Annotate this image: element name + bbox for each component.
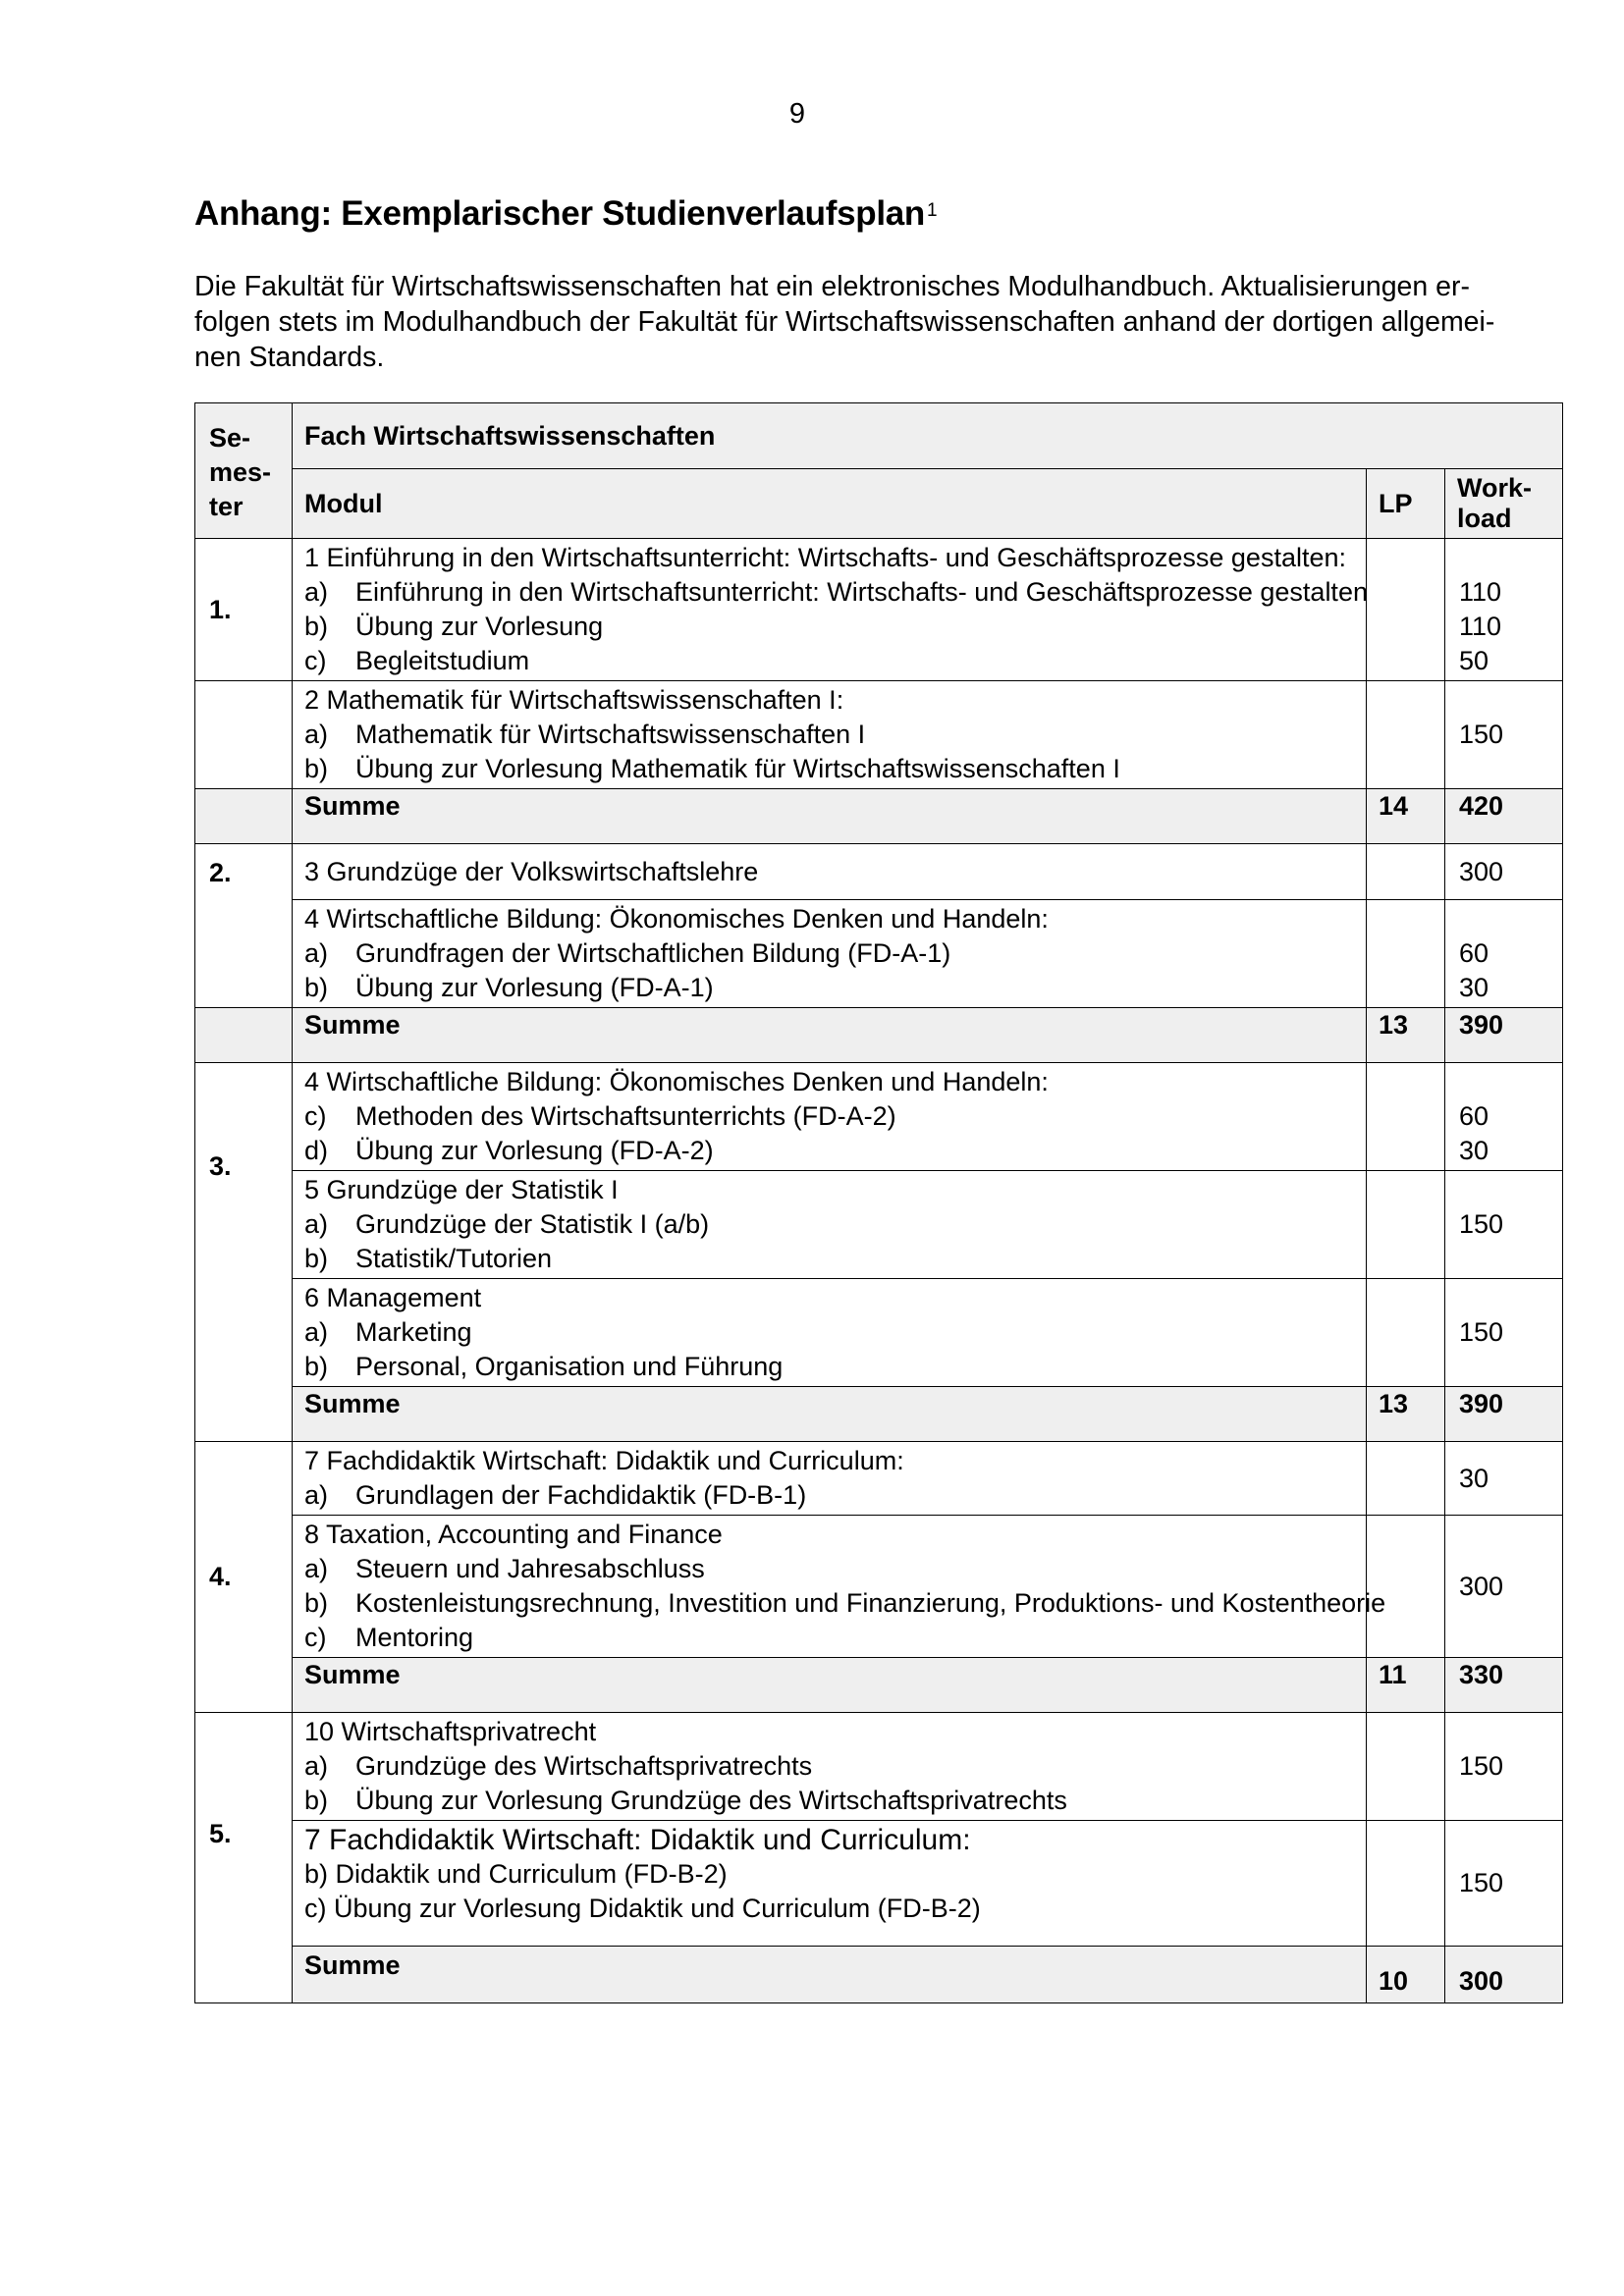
module-cell bbox=[293, 539, 1367, 681]
module-item: a) Grundfragen der Wirtschaftlichen Bildung (FD-A-1) bbox=[304, 938, 951, 968]
table-row bbox=[195, 1821, 1563, 1947]
table-header-row bbox=[195, 403, 1563, 469]
header-modul: Modul bbox=[293, 469, 1367, 539]
module-title: 6 Management bbox=[304, 1283, 482, 1312]
semester-label-empty bbox=[195, 789, 293, 844]
module-item: b) Statistik/Tutorien bbox=[304, 1244, 553, 1273]
workload-cell: 150 bbox=[1445, 1171, 1563, 1279]
summe-workload: 300 bbox=[1445, 1947, 1563, 2003]
lp-cell bbox=[1367, 844, 1445, 900]
table-row bbox=[195, 539, 1563, 681]
summe-workload: 390 bbox=[1445, 1387, 1563, 1442]
module-title: 3 Grundzüge der Volkswirtschaftslehre bbox=[293, 844, 1367, 900]
summe-workload: 390 bbox=[1445, 1008, 1563, 1063]
module-item: b) Übung zur Vorlesung Grundzüge des Wirtschaftsprivatrechts bbox=[304, 1786, 1067, 1815]
lp-cell bbox=[1367, 1713, 1445, 1821]
module-item: a) Grundzüge des Wirtschaftsprivatrechts bbox=[304, 1751, 813, 1781]
module-title: 10 Wirtschaftsprivatrecht bbox=[304, 1717, 597, 1746]
table-row bbox=[195, 900, 1563, 1008]
module-cell bbox=[293, 1063, 1367, 1171]
module-cell bbox=[293, 1516, 1386, 1658]
module-item: a) Einführung in den Wirtschaftsunterricht: Wirtschafts- und Geschäftsprozesse gestalten bbox=[304, 577, 1368, 607]
workload-cell: 300 bbox=[1445, 844, 1563, 900]
lp-cell bbox=[1367, 1171, 1445, 1279]
table-row bbox=[195, 1279, 1563, 1387]
lp-cell bbox=[1367, 1063, 1445, 1171]
workload-cell: 60 30 bbox=[1445, 1063, 1563, 1171]
summe-label: Summe bbox=[293, 789, 1367, 844]
workload-cell: 150 bbox=[1445, 1713, 1563, 1821]
table-row bbox=[195, 1516, 1563, 1658]
summe-label: Summe bbox=[293, 1387, 1367, 1442]
semester-label: 2. bbox=[195, 844, 293, 1008]
module-title: 2 Mathematik für Wirtschaftswissenschaften I: bbox=[304, 685, 844, 715]
header-semester: Se- mes- ter bbox=[195, 403, 293, 539]
header-workload: Work- load bbox=[1445, 469, 1563, 539]
module-item: c) Begleitstudium bbox=[304, 646, 530, 675]
intro-line: folgen stets im Modulhandbuch der Fakultät für Wirtschaftswissenschaften anhand der dortigen allgemei- bbox=[194, 306, 1495, 338]
summe-row bbox=[195, 1008, 1563, 1063]
module-title: 4 Wirtschaftliche Bildung: Ökonomisches Denken und Handeln: bbox=[304, 1067, 1049, 1096]
module-title: 1 Einführung in den Wirtschaftsunterricht: Wirtschafts- und Geschäftsprozesse gestalten: bbox=[304, 543, 1346, 572]
header-lp: LP bbox=[1367, 469, 1445, 539]
summe-label: Summe bbox=[293, 1008, 1367, 1063]
table-row bbox=[195, 844, 1563, 900]
module-item: b) Didaktik und Curriculum (FD-B-2) bbox=[304, 1859, 728, 1889]
summe-row bbox=[195, 1947, 1563, 2003]
module-item: c) Methoden des Wirtschaftsunterrichts (FD-A-2) bbox=[304, 1101, 896, 1131]
summe-row bbox=[195, 1658, 1563, 1713]
module-cell bbox=[293, 1442, 1367, 1516]
lp-cell bbox=[1367, 900, 1445, 1008]
workload-cell: 110 110 50 bbox=[1445, 539, 1563, 681]
semester-label: 5. bbox=[195, 1713, 293, 2003]
heading-text: Anhang: Exemplarischer Studienverlaufsplan bbox=[194, 194, 925, 233]
module-item: c) Mentoring bbox=[304, 1623, 474, 1652]
workload-cell: 300 bbox=[1445, 1516, 1563, 1658]
table-row bbox=[195, 681, 1563, 789]
intro-line: nen Standards. bbox=[194, 342, 385, 373]
lp-cell bbox=[1367, 1516, 1445, 1658]
workload-cell: 30 bbox=[1445, 1442, 1563, 1516]
module-item: c) Übung zur Vorlesung Didaktik und Curriculum (FD-B-2) bbox=[304, 1894, 981, 1923]
table-row bbox=[195, 1713, 1563, 1821]
module-cell bbox=[293, 900, 1367, 1008]
study-plan-table bbox=[194, 402, 1563, 2003]
lp-cell bbox=[1367, 539, 1445, 681]
module-item: b) Übung zur Vorlesung (FD-A-1) bbox=[304, 973, 714, 1002]
module-title: 8 Taxation, Accounting and Finance bbox=[304, 1520, 723, 1549]
semester-label-empty bbox=[195, 681, 293, 789]
semester-label: 3. bbox=[195, 1063, 293, 1442]
workload-cell: 60 30 bbox=[1445, 900, 1563, 1008]
summe-lp: 10 bbox=[1367, 1947, 1445, 2003]
module-item: b) Übung zur Vorlesung Mathematik für Wirtschaftswissenschaften I bbox=[304, 754, 1120, 783]
table-row bbox=[195, 1171, 1563, 1279]
table-subheader-row bbox=[195, 469, 1563, 539]
semester-label: 4. bbox=[195, 1442, 293, 1713]
semester-label: 1. bbox=[195, 539, 293, 681]
module-item: a) Mathematik für Wirtschaftswissenschaften I bbox=[304, 720, 866, 749]
module-cell bbox=[293, 1171, 1367, 1279]
intro-line: Die Fakultät für Wirtschaftswissenschaften hat ein elektronisches Modulhandbuch. Aktualisierungen er- bbox=[194, 271, 1470, 302]
workload-cell: 150 bbox=[1445, 1821, 1563, 1947]
module-cell bbox=[293, 1713, 1367, 1821]
page-heading bbox=[194, 194, 937, 234]
summe-lp: 11 bbox=[1367, 1658, 1445, 1713]
header-fach: Fach Wirtschaftswissenschaften bbox=[293, 403, 1563, 469]
module-cell bbox=[293, 681, 1367, 789]
module-item: b) Übung zur Vorlesung bbox=[304, 612, 604, 641]
module-title: 4 Wirtschaftliche Bildung: Ökonomisches Denken und Handeln: bbox=[304, 904, 1049, 934]
summe-label: Summe bbox=[293, 1658, 1367, 1713]
summe-label: Summe bbox=[293, 1947, 1367, 2003]
summe-lp: 13 bbox=[1367, 1008, 1445, 1063]
module-item: d) Übung zur Vorlesung (FD-A-2) bbox=[304, 1136, 714, 1165]
summe-row bbox=[195, 789, 1563, 844]
summe-workload: 420 bbox=[1445, 789, 1563, 844]
summe-row bbox=[195, 1387, 1563, 1442]
page-number: 9 bbox=[788, 98, 806, 130]
semester-label-empty bbox=[195, 1008, 293, 1063]
module-cell bbox=[293, 1279, 1367, 1387]
lp-cell bbox=[1367, 1821, 1445, 1947]
module-item: a) Marketing bbox=[304, 1317, 472, 1347]
table-row bbox=[195, 1063, 1563, 1171]
intro-paragraph bbox=[194, 269, 1495, 375]
module-item: a) Steuern und Jahresabschluss bbox=[304, 1554, 705, 1583]
footnote-marker: 1 bbox=[927, 200, 938, 221]
module-title: 7 Fachdidaktik Wirtschaft: Didaktik und Curriculum: bbox=[304, 1446, 904, 1475]
module-title: 5 Grundzüge der Statistik I bbox=[304, 1175, 619, 1204]
summe-workload: 330 bbox=[1445, 1658, 1563, 1713]
lp-cell bbox=[1367, 1442, 1445, 1516]
module-item: b) Kostenleistungsrechnung, Investition und Finanzierung, Produktions- und Kostentheorie bbox=[304, 1588, 1386, 1618]
module-item: a) Grundzüge der Statistik I (a/b) bbox=[304, 1209, 710, 1239]
module-cell bbox=[293, 1821, 1367, 1947]
workload-cell: 150 bbox=[1445, 1279, 1563, 1387]
table-row bbox=[195, 1442, 1563, 1516]
module-item: b) Personal, Organisation und Führung bbox=[304, 1352, 784, 1381]
lp-cell bbox=[1367, 1279, 1445, 1387]
summe-lp: 13 bbox=[1367, 1387, 1445, 1442]
lp-cell bbox=[1367, 681, 1445, 789]
module-title: 7 Fachdidaktik Wirtschaft: Didaktik und Curriculum: bbox=[304, 1824, 971, 1856]
workload-cell: 150 bbox=[1445, 681, 1563, 789]
module-item: a) Grundlagen der Fachdidaktik (FD-B-1) bbox=[304, 1480, 807, 1510]
summe-lp: 14 bbox=[1367, 789, 1445, 844]
